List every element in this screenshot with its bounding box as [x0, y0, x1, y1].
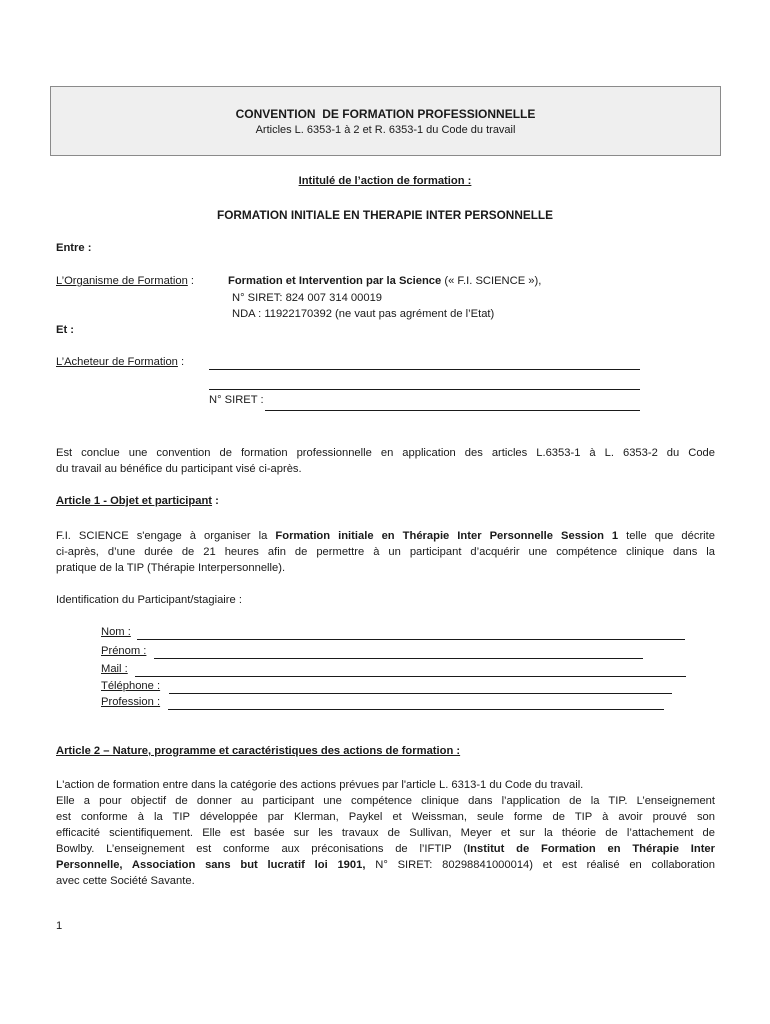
formation-title: FORMATION INITIALE EN THERAPIE INTER PERSONNELLE [216, 208, 553, 222]
intro-line: Est conclue une convention de formation professionnelle en application des articles L.6353-1 à L. 6353-2 du Code [56, 447, 715, 459]
acheteur-row [56, 356, 184, 368]
article1-line [56, 528, 715, 544]
organisme-siret: N° SIRET: 824 007 314 00019 [232, 292, 383, 304]
acheteur-label: L’Acheteur de Formation [56, 356, 178, 368]
field-mail-label: Mail : [101, 663, 128, 675]
acheteur-fill-line-1[interactable] [209, 369, 640, 370]
page-number: 1 [56, 920, 63, 932]
organisme-colon: : [187, 275, 195, 287]
document-subtitle: Articles L. 6353-1 à 2 et R. 6353-1 du Code du travail [255, 124, 516, 136]
article2-line: L'action de formation entre dans la catégorie des actions prévues par l'article L. 6313-1 du Code du travail. [56, 779, 584, 791]
article2-line: est conforme à la TIP développée par Klerman, Paykel et Weissman, seule forme de TIP à avoir prouvé son [56, 811, 715, 823]
session-name: Formation initiale en Thérapie Inter Personnelle Session 1 [275, 530, 619, 542]
article1-title-colon: : [212, 495, 219, 507]
field-profession-line[interactable] [168, 709, 664, 710]
intitule-label: Intitulé de l’action de formation : [298, 175, 472, 187]
field-prenom-label: Prénom : [101, 645, 147, 657]
iftip-name-cont: Personnelle, Association sans but lucratif loi 1901, [56, 859, 366, 871]
article2-line: efficacité scientifiquement. Elle est basée sur les travaux de Sullivan, Meyer et sur la théorie de l’attachement de [56, 827, 715, 839]
intro-line: du travail au bénéfice du participant visé ci-après. [56, 463, 302, 475]
article1-paragraph [56, 528, 715, 576]
article2-paragraph [56, 777, 715, 889]
article2-line: avec cette Société Savante. [56, 875, 195, 887]
header-box [50, 86, 721, 156]
article2-line [56, 841, 715, 857]
article1-text: F.I. SCIENCE s'engage à organiser la [56, 530, 276, 542]
article2-line [56, 857, 715, 873]
identification-label: Identification du Participant/stagiaire : [56, 594, 242, 606]
article1-line: pratique de la TIP (Thérapie Interpersonnelle). [56, 562, 286, 574]
article1-heading [56, 495, 219, 507]
article2-text: Bowlby. L’enseignement est conforme aux préconisations de l’IFTIP ( [56, 843, 468, 855]
acheteur-siret-label: N° SIRET : [209, 394, 264, 406]
document-title: CONVENTION DE FORMATION PROFESSIONNELLE [235, 107, 536, 121]
article2-text: N° SIRET: 80298841000014) et est réalisé en collaboration [365, 859, 715, 871]
organisme-name: Formation et Intervention par la Science [228, 275, 442, 287]
field-nom-label: Nom : [101, 626, 131, 638]
article2-line: Elle a pour objectif de donner au participant une compétence clinique dans l’application de la TIP. L’enseignement [56, 795, 715, 807]
entre-label: Entre : [56, 242, 92, 254]
organisme-label: L’Organisme de Formation [56, 275, 188, 287]
acheteur-colon: : [177, 356, 185, 368]
organisme-nda: NDA : 11922170392 (ne vaut pas agrément de l’Etat) [232, 308, 495, 320]
organisme-row [56, 275, 194, 287]
acheteur-siret-line[interactable] [265, 410, 640, 411]
field-telephone-line[interactable] [169, 693, 672, 694]
article1-line: ci-après, d’une durée de 21 heures afin de permettre à un participant d’acquérir une compétence clinique dans la [56, 546, 715, 558]
article1-text: telle que décrite [618, 530, 715, 542]
field-nom-line[interactable] [137, 639, 685, 640]
organisme-name-rest: (« F.I. SCIENCE »), [441, 275, 542, 287]
article2-title: Article 2 – Nature, programme et caractéristiques des actions de formation : [56, 745, 461, 757]
intro-paragraph [56, 445, 715, 477]
field-telephone-label: Téléphone : [101, 680, 161, 692]
field-mail-line[interactable] [135, 676, 686, 677]
article1-title: Article 1 - Objet et participant [56, 495, 213, 507]
et-label: Et : [56, 324, 75, 336]
field-profession-label: Profession : [101, 696, 161, 708]
acheteur-fill-line-2[interactable] [209, 389, 640, 390]
organisme-name-row [228, 275, 541, 287]
iftip-name: Institut de Formation en Thérapie Inter [467, 843, 715, 855]
field-prenom-line[interactable] [154, 658, 643, 659]
